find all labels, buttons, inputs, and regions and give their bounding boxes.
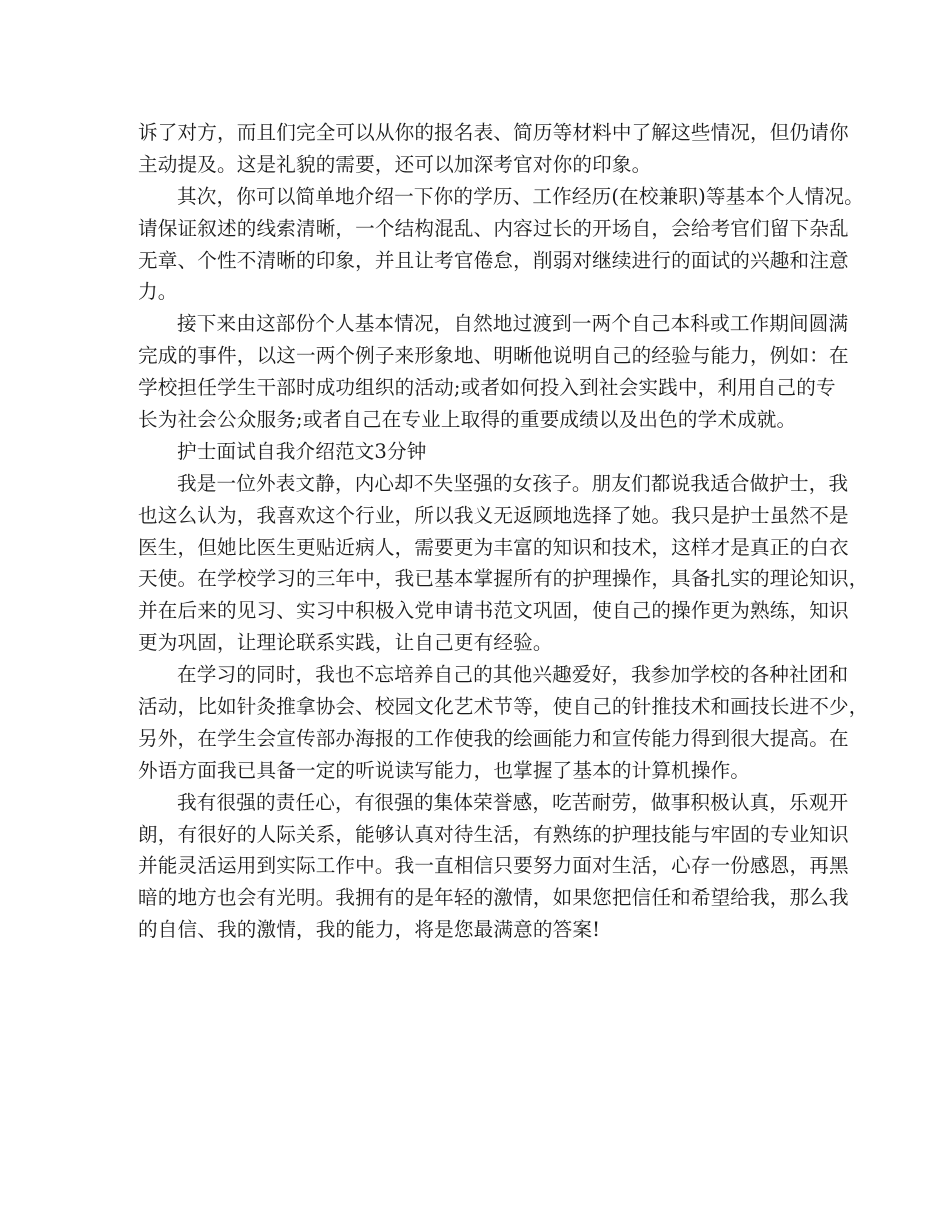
paragraph-start-line: 我有很强的责任心，有很强的集体荣誉感，吃苦耐劳，做事积极认真，乐观开 [177, 790, 849, 814]
text-line: 长为社会公众服务;或者自己在专业上取得的重要成绩以及出色的学术成就。 [138, 408, 797, 432]
text-line: 也这么认为，我喜欢这个行业，所以我义无返顾地选择了她。我只是护士虽然不是 [138, 503, 849, 527]
text-line: 暗的地方也会有光明。我拥有的是年轻的激情，如果您把信任和希望给我，那么我 [138, 886, 849, 910]
document-body [138, 117, 869, 946]
text-line: 完成的事件，以这一两个例子来形象地、明晰他说明自己的经验与能力，例如：在 [138, 344, 849, 368]
text-line: 天使。在学校学习的三年中，我已基本掌握所有的护理操作，具备扎实的理论知识， [138, 567, 869, 591]
text-line: 无章、个性不清晰的印象，并且让考官倦怠，削弱对继续进行的面试的兴趣和注意 [138, 248, 849, 272]
text-line: 诉了对方，而且们完全可以从你的报名表、简历等材料中了解这些情况，但仍请你 [138, 121, 849, 144]
section-heading: 护士面试自我介绍范文3分钟 [177, 439, 427, 463]
text-line: 医生，但她比医生更贴近病人，需要更为丰富的知识和技术，这样才是真正的白衣 [138, 535, 849, 559]
paragraph-start-line: 我是一位外表文静，内心却不失坚强的女孩子。朋友们都说我适合做护士，我 [177, 471, 849, 495]
paragraph-start-line: 其次，你可以简单地介绍一下你的学历、工作经历(在校兼职)等基本个人情况。 [177, 184, 864, 208]
text-line: 并在后来的见习、实习中积极入党申请书范文巩固，使自己的操作更为熟练，知识 [138, 599, 849, 623]
text-line: 主动提及。这是礼貌的需要，还可以加深考官对你的印象。 [138, 152, 652, 176]
text-line: 更为巩固，让理论联系实践，让自己更有经验。 [138, 631, 553, 655]
text-line: 并能灵活运用到实际工作中。我一直相信只要努力面对生活，心存一份感恩，再黑 [138, 854, 849, 878]
text-line: 活动，比如针灸推拿协会、校园文化艺术节等，使自己的针推技术和画技长进不少， [138, 695, 869, 719]
text-line: 请保证叙述的线索清晰，一个结构混乱、内容过长的开场自，会给考官们留下杂乱 [138, 216, 849, 240]
paragraph-start-line: 接下来由这部份个人基本情况，自然地过渡到一两个自己本科或工作期间圆满 [177, 312, 849, 336]
text-line: 学校担任学生干部时成功组织的活动;或者如何投入到社会实践中，利用自己的专 [138, 376, 836, 400]
text-line: 的自信、我的激情，我的能力，将是您最满意的答案! [138, 918, 601, 942]
paragraph-start-line: 在学习的同时，我也不忘培养自己的其他兴趣爱好，我参加学校的各种社团和 [177, 663, 849, 687]
text-line: 另外，在学生会宣传部办海报的工作使我的绘画能力和宣传能力得到很大提高。在 [138, 726, 849, 750]
text-line: 朗，有很好的人际关系，能够认真对待生活，有熟练的护理技能与牢固的专业知识 [138, 822, 849, 846]
text-line: 外语方面我已具备一定的听说读写能力，也掌握了基本的计算机操作。 [138, 758, 751, 782]
text-line: 力。 [138, 280, 178, 304]
